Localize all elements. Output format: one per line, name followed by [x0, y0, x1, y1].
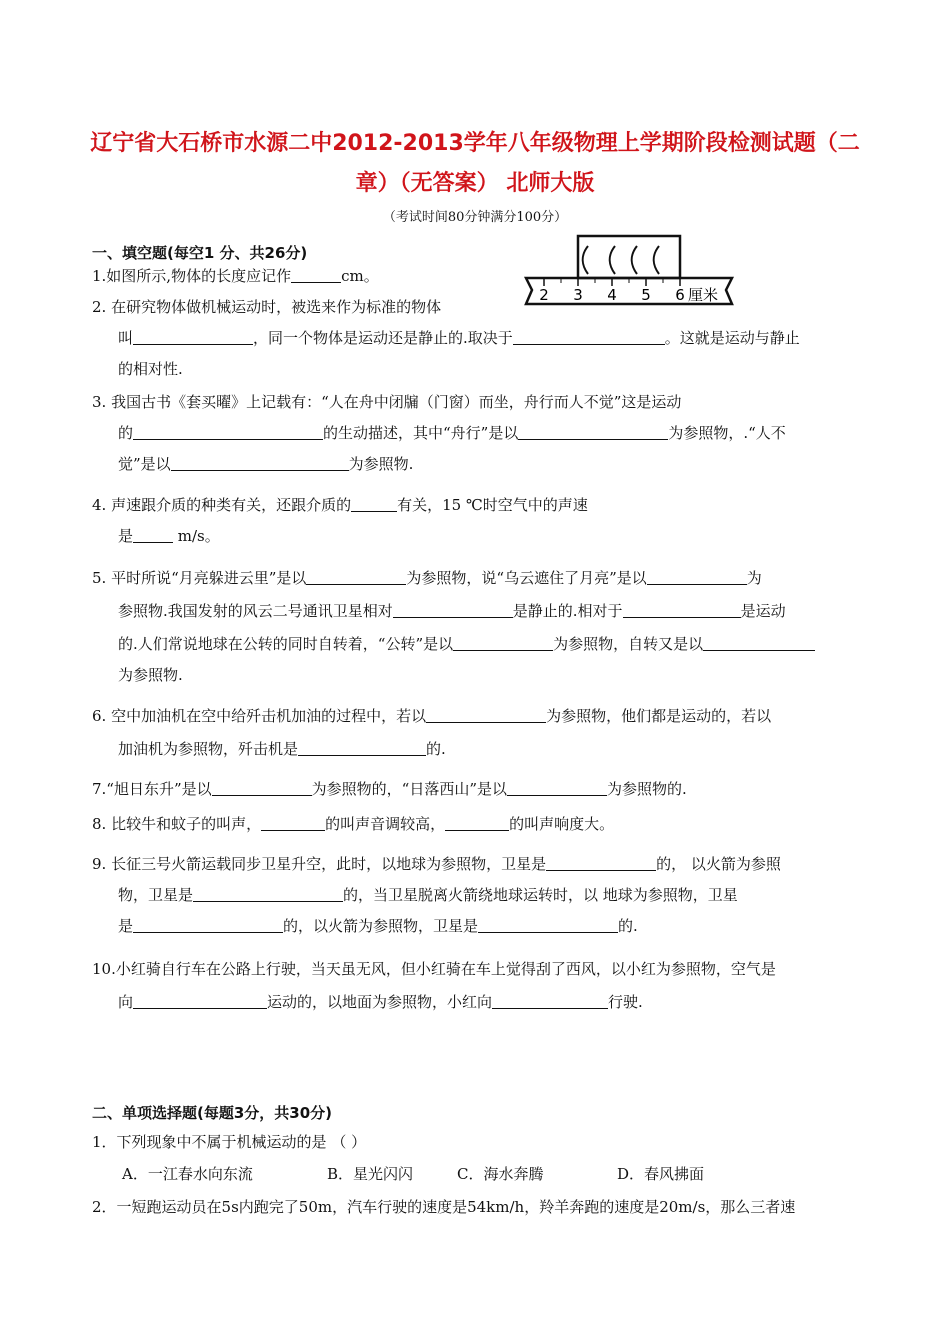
mc-q1-text: 1．下列现象中不属于机械运动的是 （ ） [92, 1133, 367, 1151]
q6-line1: 6. 空中加油机在空中给歼击机加油的过程中，若以 为参照物，他们都是运动的，若以 [92, 707, 772, 725]
ruler-figure [520, 234, 740, 314]
q2-line1: 2. 在研究物体做机械运动时，被选来作为标准的物体 [92, 298, 442, 316]
answer-blank[interactable] [133, 916, 283, 933]
q9-line1: 9. 长征三号火箭运载同步卫星升空，此时，以地球为参照物，卫星是 的， 以火箭为参照 [92, 855, 781, 873]
page-title-line2: 章）（无答案） 北师大版 [355, 171, 595, 196]
ruler-label: 4 [607, 286, 617, 304]
q6-line2: 加油机为参照物，歼击机是 的. [118, 740, 446, 758]
answer-blank[interactable] [193, 885, 343, 902]
q10-line1: 10.小红骑自行车在公路上行驶，当天虽无风，但小红骑在车上觉得刮了西风，以小红为参照物，空气是 [92, 960, 776, 978]
ruler-label: 5 [641, 286, 651, 304]
q5-line1: 5. 平时所说“月亮躲进云里”是以 为参照物，说“乌云遮住了月亮”是以 为 [92, 569, 762, 587]
exam-info: （考试时间80分钟满分100分） [382, 210, 568, 225]
answer-blank[interactable] [306, 568, 406, 585]
answer-blank[interactable] [546, 854, 656, 871]
q5-line4: 为参照物. [118, 666, 183, 684]
answer-blank[interactable] [445, 814, 509, 831]
answer-blank[interactable] [507, 779, 607, 796]
answer-blank[interactable] [298, 739, 426, 756]
answer-blank[interactable] [513, 328, 665, 345]
option-b[interactable]: B．星光闪闪 [327, 1165, 414, 1183]
q3-line3: 觉”是以 为参照物. [118, 455, 414, 473]
answer-blank[interactable] [261, 814, 325, 831]
q3-line2: 的 的生动描述，其中“舟行”是以 为参照物，.“人不 [118, 424, 786, 442]
answer-blank[interactable] [426, 706, 546, 723]
answer-blank[interactable] [453, 634, 553, 651]
q10-line2: 向 运动的，以地面为参照物，小红向 行驶. [118, 993, 643, 1011]
q5-line3: 的.人们常说地球在公转的同时自转着，“公转”是以 为参照物，自转又是以 [118, 633, 815, 655]
q5-line2: 参照物.我国发射的风云二号通讯卫星相对 是静止的.相对于 是运动 [118, 602, 786, 620]
answer-blank[interactable] [212, 779, 312, 796]
q4-line1: 4. 声速跟介质的种类有关，还跟介质的 有关，15 ℃时空气中的声速 [92, 496, 588, 514]
q1-line: 1.如图所示,物体的长度应记作 cm。 [92, 267, 379, 285]
answer-blank[interactable] [133, 526, 173, 543]
q8-line: 8. 比较牛和蚊子的叫声， 的叫声音调较高， 的叫声响度大。 [92, 815, 615, 833]
answer-blank[interactable] [351, 495, 397, 512]
answer-blank[interactable] [703, 634, 815, 651]
ruler-label: 6 [675, 286, 685, 304]
q3-line1: 3. 我国古书《套买曜》上记载有：“人在舟中闭牖（门窗）而坐，舟行而人不觉”这是运动 [92, 393, 682, 411]
answer-blank[interactable] [393, 601, 513, 618]
answer-blank[interactable] [647, 568, 747, 585]
answer-blank[interactable] [133, 328, 253, 345]
answer-blank[interactable] [171, 454, 349, 471]
mc-q1-options [122, 1163, 704, 1185]
option-c[interactable]: C．海水奔腾 [457, 1165, 544, 1183]
answer-blank[interactable] [133, 423, 323, 440]
ruler-unit: 厘米 [688, 286, 719, 304]
answer-blank[interactable] [518, 423, 668, 440]
q2-line3: 的相对性. [118, 360, 183, 378]
answer-blank[interactable] [478, 916, 618, 933]
section1-heading: 一、填空题(每空1 分、共26分) [92, 244, 308, 262]
option-a[interactable]: A．一江春水向东流 [122, 1165, 253, 1183]
q4-line2: 是 m/s。 [118, 527, 220, 545]
option-d[interactable]: D．春风拂面 [617, 1165, 705, 1183]
q2-line2: 叫 ，同一个物体是运动还是静止的.取决于 。这就是运动与静止 [118, 329, 800, 347]
ruler-label: 3 [573, 286, 583, 304]
answer-blank[interactable] [291, 266, 341, 283]
q7-line: 7.“旭日东升”是以 为参照物的，“日落西山”是以 为参照物的. [92, 780, 687, 798]
section2-heading: 二、单项选择题(每题3分，共30分) [92, 1104, 333, 1122]
q9-line2: 物，卫星是 的，当卫星脱离火箭绕地球运转时，以 地球为参照物，卫星 [118, 886, 738, 904]
ruler-label: 2 [539, 286, 549, 304]
q9-line3: 是 的，以火箭为参照物，卫星是 的. [118, 917, 638, 935]
page-title-line1: 辽宁省大石桥市水源二中2012-2013学年八年级物理上学期阶段检测试题（二 [90, 131, 860, 156]
answer-blank[interactable] [492, 992, 608, 1009]
answer-blank[interactable] [623, 601, 741, 618]
mc-q2-text: 2．一短跑运动员在5s内跑完了50m，汽车行驶的速度是54km/h，羚羊奔跑的速度是20m/s，那么三者速 [92, 1198, 796, 1216]
answer-blank[interactable] [133, 992, 267, 1009]
